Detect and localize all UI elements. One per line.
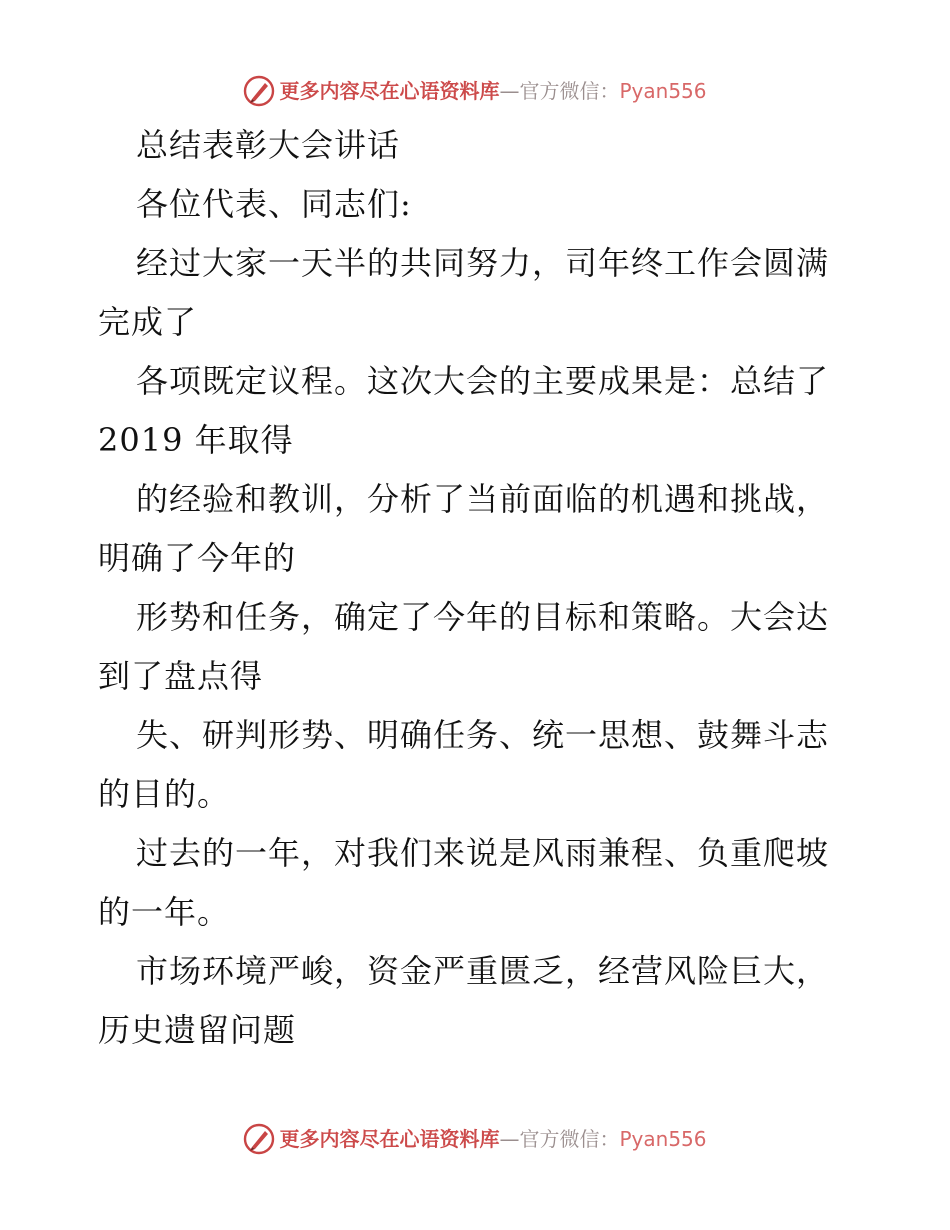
banner-wechat-label: 官方微信： bbox=[519, 79, 620, 103]
text-line: 明确了今年的 bbox=[98, 539, 297, 577]
text-line: 完成了 bbox=[98, 303, 198, 341]
text-line: 经过大家一天半的共同努力，司年终工作会圆满 bbox=[136, 244, 830, 282]
footer-banner bbox=[0, 1119, 950, 1159]
text-line: 到了盘点得 bbox=[98, 657, 264, 695]
text-line: 各项既定议程。这次大会的主要成果是：总结了 bbox=[136, 362, 830, 400]
banner-wechat-id: Pyan556 bbox=[619, 79, 707, 103]
quill-pen-logo-icon bbox=[243, 1123, 275, 1155]
text-line: 各位代表、同志们: bbox=[136, 185, 412, 223]
header-banner bbox=[0, 71, 950, 111]
text-line: 历史遗留问题 bbox=[98, 1011, 297, 1049]
text-line: 形势和任务，确定了今年的目标和策略。大会达 bbox=[136, 598, 830, 636]
text-line: 失、研判形势、明确任务、统一思想、鼓舞斗志 bbox=[136, 716, 830, 754]
quill-pen-logo-icon bbox=[243, 75, 275, 107]
banner-site-name: 更多内容尽在心语资料库 bbox=[279, 79, 500, 103]
banner-site-name: 更多内容尽在心语资料库 bbox=[279, 1127, 500, 1151]
text-line: 总结表彰大会讲话 bbox=[136, 126, 401, 164]
document-body bbox=[98, 116, 858, 1060]
text-line: 的经验和教训，分析了当前面临的机遇和挑战， bbox=[136, 480, 830, 518]
banner-wechat-label: 官方微信： bbox=[519, 1127, 620, 1151]
text-line: 的目的。 bbox=[98, 775, 231, 813]
banner-dash: — bbox=[499, 79, 520, 103]
text-line: 市场环境严峻，资金严重匮乏，经营风险巨大， bbox=[136, 952, 830, 990]
banner-wechat-id: Pyan556 bbox=[619, 1127, 707, 1151]
banner-text bbox=[279, 79, 706, 103]
banner-text bbox=[279, 1127, 706, 1151]
banner-dash: — bbox=[499, 1127, 520, 1151]
text-line: 2019 年取得 bbox=[98, 421, 294, 459]
text-line: 过去的一年，对我们来说是风雨兼程、负重爬坡 bbox=[136, 834, 830, 872]
text-line: 的一年。 bbox=[98, 893, 231, 931]
